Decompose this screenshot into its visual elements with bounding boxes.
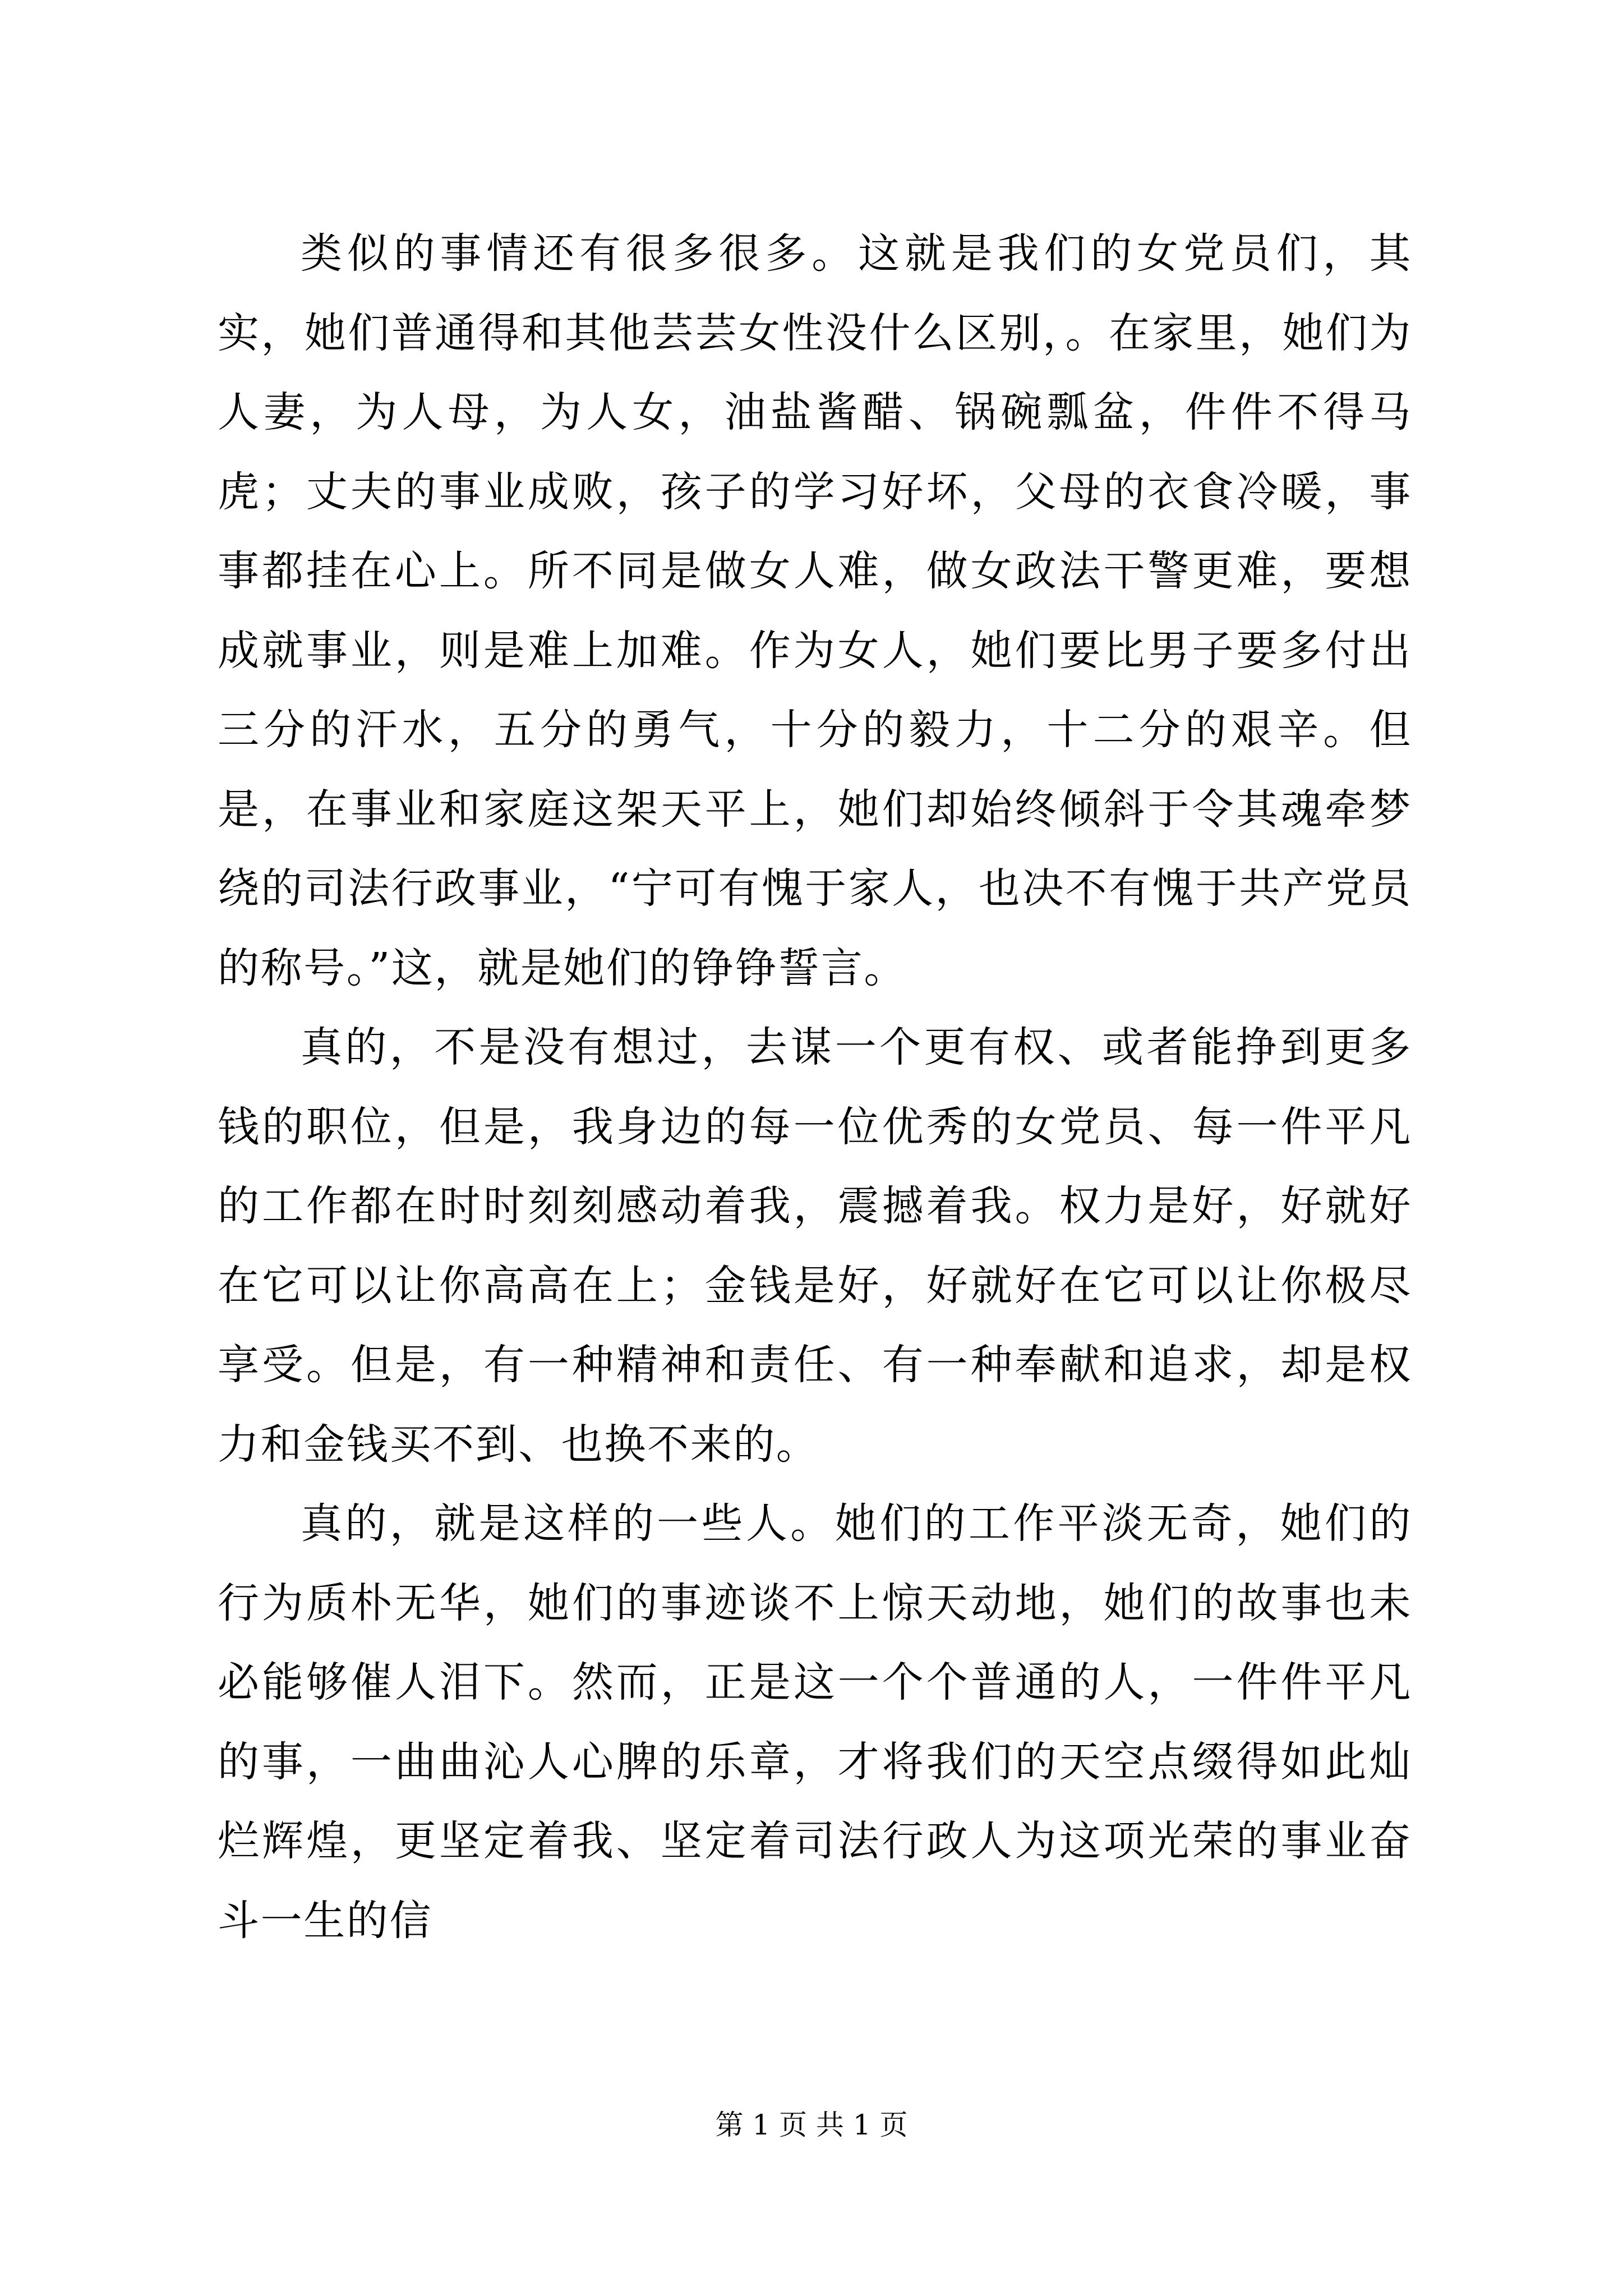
- paragraph-2: 真的，不是没有想过，去谋一个更有权、或者能挣到更多钱的职位，但是，我身边的每一位优秀的女党员、每一件平凡的工作都在时时刻刻感动着我，震撼着我。权力是好，好就好在它可以让你高高在上；金钱是好，好就好在它可以让你极尽享受。但是，有一种精神和责任、有一种奉献和追求，却是权力和金钱买不到、也换不来的。: [218, 1023, 1412, 1469]
- paragraph-1: 类似的事情还有很多很多。这就是我们的女党员们，其实，她们普通得和其他芸芸女性没什么区别，。在家里，她们为人妻，为人母，为人女，油盐酱醋、锅碗瓢盆，件件不得马虎；丈夫的事业成败，孩子的学习好坏，父母的衣食冷暖，事事都挂在心上。所不同是做女人难，做女政法干警更难，要想成就事业，则是难上加难。作为女人，她们要比男子要多付出三分的汗水，五分的勇气，十分的毅力，十二分的艰辛。但是，在事业和家庭这架天平上，她们却始终倾斜于令其魂牵梦绕的司法行政事业，“宁可有愧于家人，也决不有愧于共产党员的称号。”这，就是她们的铮铮誓言。: [218, 229, 1412, 992]
- paragraph-3: 真的，就是这样的一些人。她们的工作平淡无奇，她们的行为质朴无华，她们的事迹谈不上惊天动地，她们的故事也未必能够催人泪下。然而，正是这一个个普通的人，一件件平凡的事，一曲曲沁人心脾的乐章，才将我们的天空点缀得如此灿烂辉煌，更坚定着我、坚定着司法行政人为这项光荣的事业奋斗一生的信: [218, 1499, 1412, 1945]
- page-footer: 第 1 页 共 1 页: [715, 2109, 908, 2141]
- document-body: [218, 214, 1412, 1961]
